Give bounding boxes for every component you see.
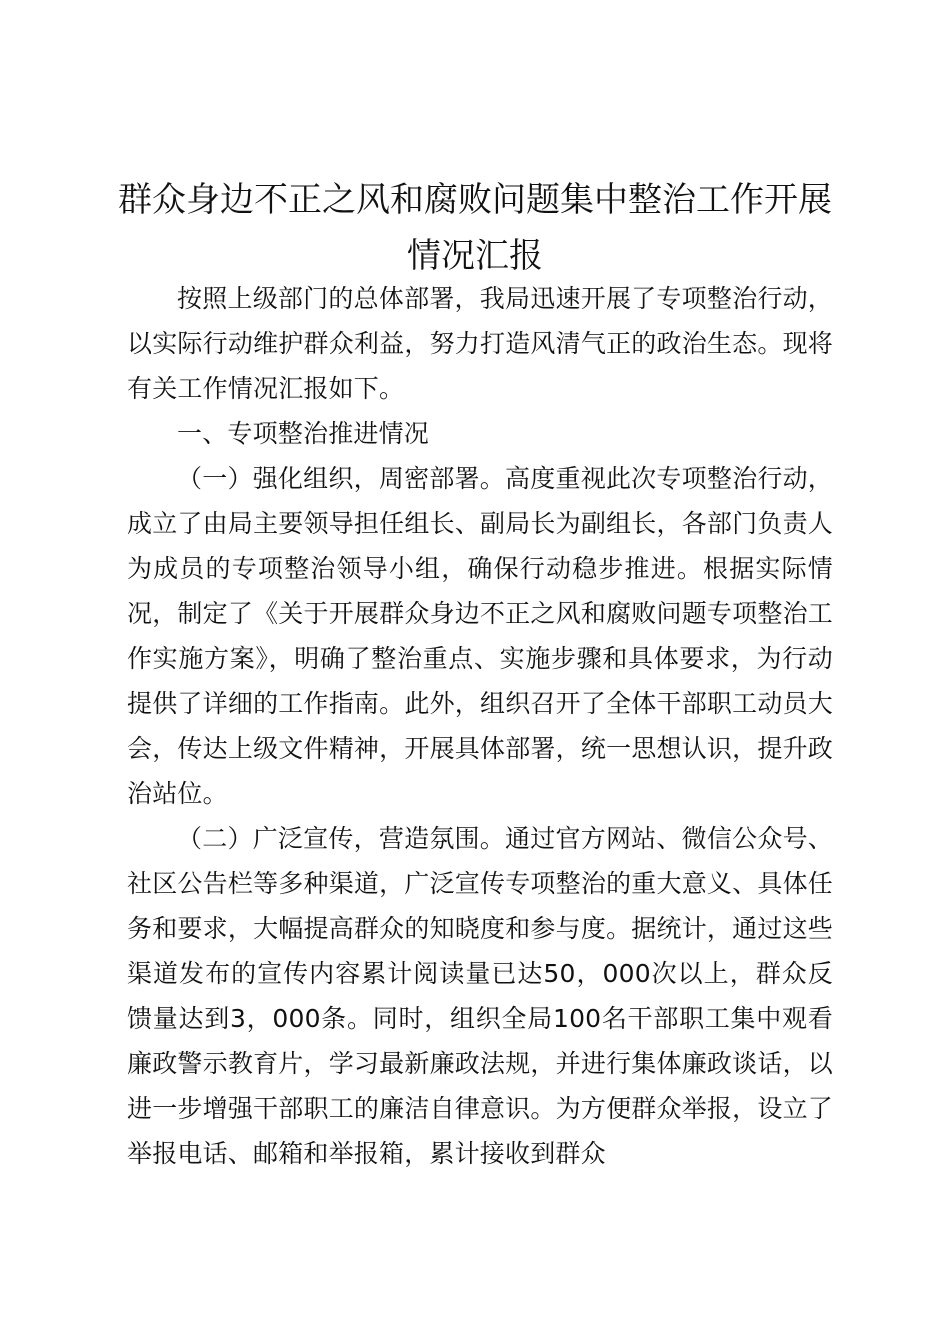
paragraph-organization: （一）强化组织，周密部署。高度重视此次专项整治行动，成立了由局主要领导担任组长、副局长为副组长，各部门负责人为成员的专项整治领导小组，确保行动稳步推进。根据实际情况，制定了《关于开展群众身边不正之风和腐败问题专项整治工作实施方案》，明确了整治重点、实施步骤和具体要求，为行动提供了详细的工作指南。此外，组织召开了全体干部职工动员大会，传达上级文件精神，开展具体部署，统一思想认识，提升政治站位。 — [127, 464, 833, 808]
intro-paragraph: 按照上级部门的总体部署，我局迅速开展了专项整治行动，以实际行动维护群众利益，努力打造风清气正的政治生态。现将有关工作情况汇报如下。 — [127, 284, 833, 403]
section-heading-1: 一、专项整治推进情况 — [177, 419, 430, 448]
document-title: 群众身边不正之风和腐败问题集中整治工作开展情况汇报 — [118, 180, 832, 276]
paragraph-publicity: （二）广泛宣传，营造氛围。通过官方网站、微信公众号、社区公告栏等多种渠道，广泛宣传专项整治的重大意义、具体任务和要求，大幅提高群众的知晓度和参与度。据统计，通过这些渠道发布的宣传内容累计阅读量已达50，000次以上，群众反馈量达到3，000条。同时，组织全局100名干部职工集中观看廉政警示教育片，学习最新廉政法规，并进行集体廉政谈话，以进一步增强干部职工的廉洁自律意识。为方便群众举报，设立了举报电话、邮箱和举报箱，累计接收到群众 — [127, 824, 833, 1168]
document-body — [127, 276, 833, 1176]
